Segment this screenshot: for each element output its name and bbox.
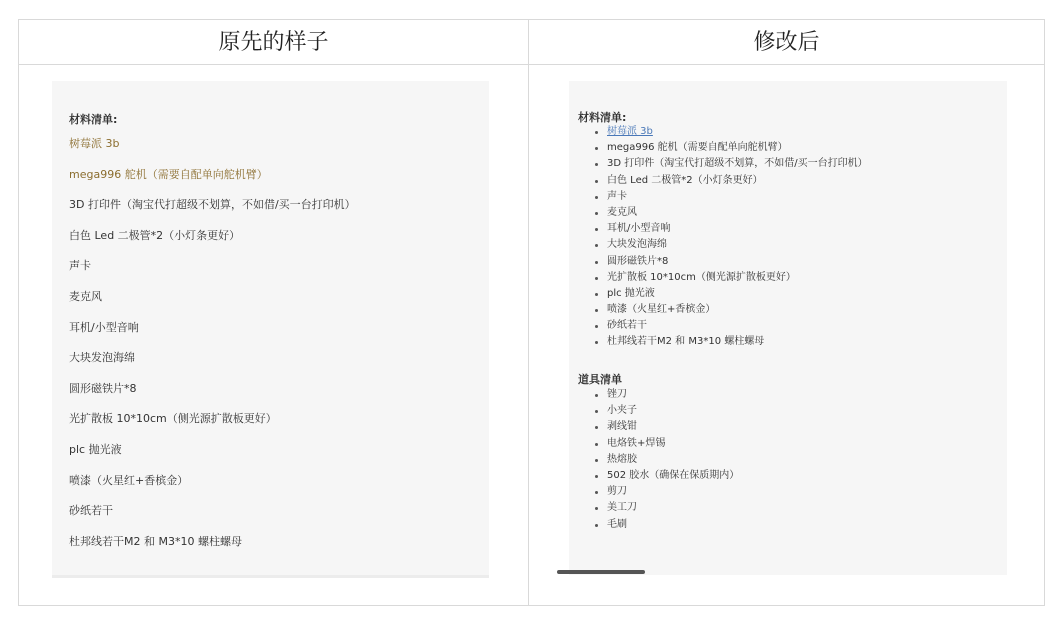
material-item: 麦克风 — [69, 289, 102, 303]
material-item-link[interactable]: mega996 舵机（需要自配单向舵机臂） — [69, 167, 268, 181]
material-item: 砂纸若干 — [69, 504, 113, 518]
material-item: 白色 Led 二极管*2（小灯条更好） — [69, 228, 241, 242]
material-bullet-item: 白色 Led 二极管*2（小灯条更好） — [595, 173, 868, 189]
material-item: 喷漆（火星红+香槟金） — [69, 473, 189, 487]
tool-bullet-item: 电烙铁+焊锡 — [595, 436, 739, 452]
horizontal-scrollbar-thumb[interactable] — [557, 570, 645, 574]
materials-list — [69, 137, 356, 565]
tool-bullet-item: 502 胶水（确保在保质期内） — [595, 468, 739, 484]
material-bullet-item: 砂纸若干 — [595, 318, 868, 334]
material-bullet-item: plc 抛光液 — [595, 286, 868, 302]
tool-bullet-item: 剥线钳 — [595, 419, 739, 435]
column-divider — [528, 20, 529, 605]
materials-bullet-list — [595, 124, 868, 351]
panel-bottom-edge — [52, 575, 489, 578]
material-bullet-item: 喷漆（火星红+香槟金） — [595, 302, 868, 318]
tool-bullet-item: 毛刷 — [595, 517, 739, 533]
materials-title: 材料清单: — [578, 111, 627, 124]
tool-bullet-item: 剪刀 — [595, 484, 739, 500]
tool-bullet-item: 小夹子 — [595, 403, 739, 419]
material-item: 大块发泡海绵 — [69, 351, 135, 365]
material-bullet-item: 声卡 — [595, 189, 868, 205]
material-item: 3D 打印件（淘宝代打超级不划算，不如借/买一台打印机） — [69, 198, 356, 212]
materials-title: 材料清单: — [69, 113, 118, 126]
material-item: 声卡 — [69, 259, 91, 273]
material-item: 光扩散板 10*10cm（侧光源扩散板更好） — [69, 412, 277, 426]
material-bullet-item[interactable] — [595, 124, 868, 140]
material-item-link[interactable]: 树莓派 3b — [69, 137, 120, 150]
table-header-row — [19, 20, 1044, 65]
material-link-text[interactable]: 树莓派 3b — [607, 126, 653, 137]
material-bullet-item: 大块发泡海绵 — [595, 237, 868, 253]
after-screenshot-panel — [569, 81, 1007, 575]
header-before: 原先的样子 — [218, 30, 329, 55]
material-item: plc 抛光液 — [69, 442, 122, 456]
material-bullet-item: 耳机/小型音响 — [595, 221, 868, 237]
material-bullet-item: 麦克风 — [595, 205, 868, 221]
header-after: 修改后 — [753, 30, 820, 55]
material-item: 耳机/小型音响 — [69, 320, 139, 334]
material-bullet-item: 圆形磁铁片*8 — [595, 254, 868, 270]
material-item: 圆形磁铁片*8 — [69, 381, 137, 395]
tool-bullet-item: 热熔胶 — [595, 452, 739, 468]
material-bullet-item: mega996 舵机（需要自配单向舵机臂） — [595, 140, 868, 156]
tools-bullet-list — [595, 387, 739, 533]
material-bullet-item: 杜邦线若干M2 和 M3*10 螺柱螺母 — [595, 334, 868, 350]
material-bullet-item: 3D 打印件（淘宝代打超级不划算，不如借/买一台打印机） — [595, 156, 868, 172]
material-item: 杜邦线若干M2 和 M3*10 螺柱螺母 — [69, 534, 242, 548]
tool-bullet-item: 美工刀 — [595, 500, 739, 516]
before-screenshot-panel — [52, 81, 489, 578]
material-bullet-item: 光扩散板 10*10cm（侧光源扩散板更好） — [595, 270, 868, 286]
tools-title: 道具清单 — [578, 373, 622, 386]
tool-bullet-item: 锉刀 — [595, 387, 739, 403]
